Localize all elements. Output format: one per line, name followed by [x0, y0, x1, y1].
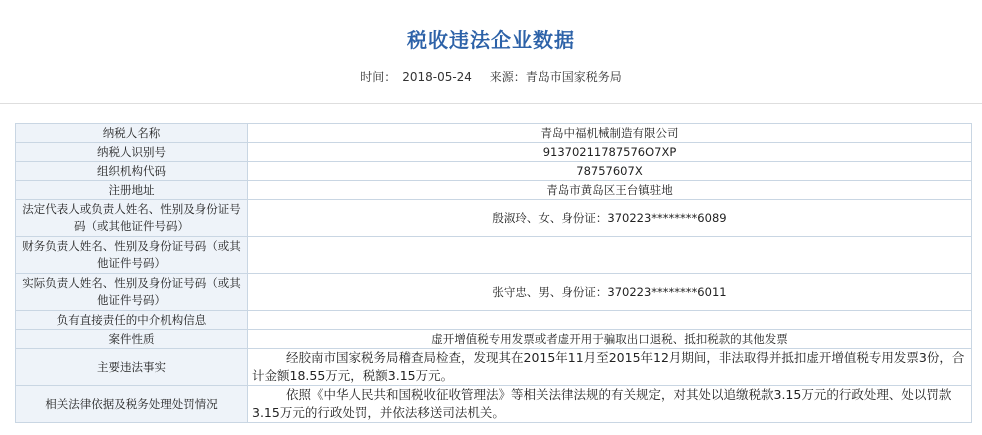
table-row: [16, 330, 972, 349]
row-value-text: 经胶南市国家税务局稽查局检查，发现其在2015年11月至2015年12月期间，非法取得并抵扣虚开增值税专用发票3份，合计金额18.55万元，税额3.15万元。: [252, 350, 965, 383]
row-label: 负有直接责任的中介机构信息: [16, 311, 248, 330]
row-value: [248, 386, 972, 423]
table-row: [16, 311, 972, 330]
row-label: 纳税人名称: [16, 124, 248, 143]
table-row: [16, 181, 972, 200]
row-value: 殷淑玲、女、身份证：370223********6089: [248, 200, 972, 237]
header-divider: [0, 103, 982, 104]
table-row: [16, 237, 972, 274]
table-row: [16, 274, 972, 311]
row-value: [248, 237, 972, 274]
table-row: [16, 200, 972, 237]
table-row: [16, 162, 972, 181]
row-value: [248, 311, 972, 330]
row-label: 组织机构代码: [16, 162, 248, 181]
row-value: [248, 349, 972, 386]
tax-violation-table: [15, 123, 972, 423]
row-value: 青岛市黄岛区王台镇驻地: [248, 181, 972, 200]
table-row: [16, 124, 972, 143]
row-value: 78757607X: [248, 162, 972, 181]
page-title: 税收违法企业数据: [407, 28, 575, 52]
time-label: 时间： 2018-05-24: [360, 70, 472, 84]
table-row: [16, 143, 972, 162]
row-label: 纳税人识别号: [16, 143, 248, 162]
row-label: 案件性质: [16, 330, 248, 349]
row-label: 相关法律依据及税务处理处罚情况: [16, 386, 248, 423]
row-value: 虚开增值税专用发票或者虚开用于骗取出口退税、抵扣税款的其他发票: [248, 330, 972, 349]
article-meta: [0, 68, 982, 85]
row-label: 主要违法事实: [16, 349, 248, 386]
table-row: [16, 349, 972, 386]
table-row: [16, 386, 972, 423]
row-value: 91370211787576O7XP: [248, 143, 972, 162]
row-label: 注册地址: [16, 181, 248, 200]
row-label: 实际负责人姓名、性别及身份证号码（或其他证件号码）: [16, 274, 248, 311]
row-value-text: 依照《中华人民共和国税收征收管理法》等相关法律法规的有关规定，对其处以追缴税款3.15万元的行政处理、处以罚款3.15万元的行政处罚，并依法移送司法机关。: [252, 387, 952, 420]
row-label: 财务负责人姓名、性别及身份证号码（或其他证件号码）: [16, 237, 248, 274]
row-value: 青岛中福机械制造有限公司: [248, 124, 972, 143]
source-label: 来源：青岛市国家税务局: [489, 70, 622, 84]
row-label: 法定代表人或负责人姓名、性别及身份证号码（或其他证件号码）: [16, 200, 248, 237]
row-value: 张守忠、男、身份证：370223********6011: [248, 274, 972, 311]
